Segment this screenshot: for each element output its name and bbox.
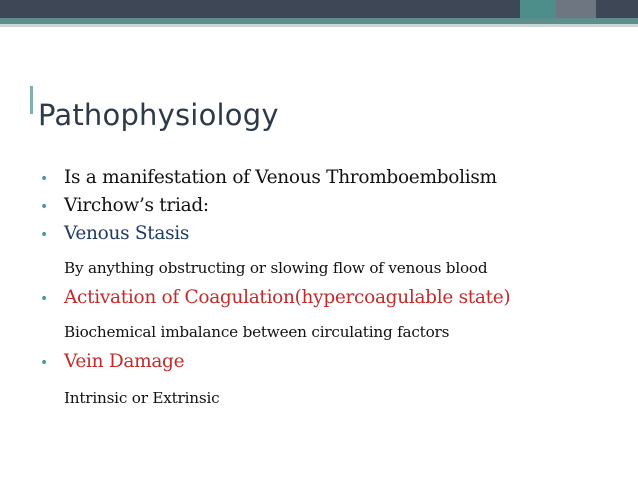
bullet-item-activation-coagulation [40, 284, 510, 312]
bullet-item-manifestation [40, 164, 497, 192]
bullet-dot-icon: • [40, 355, 49, 371]
top-band [0, 0, 638, 18]
bullet-subtext-venous-stasis: By anything obstructing or slowing flow of venous blood [64, 259, 488, 277]
bullet-text: Virchow’s triad: [64, 195, 209, 216]
bullet-text: Activation of Coagulation(hypercoagulable state) [64, 287, 511, 308]
title-accent-bar [30, 86, 33, 114]
bullet-item-venous-stasis [40, 220, 189, 248]
bullet-text: Venous Stasis [64, 223, 190, 244]
bullet-dot-icon: • [40, 291, 49, 307]
bullet-item-virchows-triad [40, 192, 209, 220]
bullet-subtext-vein-damage: Intrinsic or Extrinsic [64, 389, 220, 407]
top-band-accent-dark [596, 0, 638, 18]
top-band-accent-gray [556, 0, 596, 18]
top-band-accent-teal [520, 0, 556, 18]
bullet-dot-icon: • [40, 199, 49, 215]
bullet-item-vein-damage [40, 348, 184, 376]
bullet-subtext-activation-coagulation: Biochemical imbalance between circulating factors [64, 323, 450, 341]
bullet-text: Is a manifestation of Venous Thromboembolism [64, 167, 497, 188]
bullet-text: Vein Damage [64, 351, 185, 372]
top-band-light-line [0, 24, 638, 27]
bullet-dot-icon: • [40, 227, 49, 243]
slide-title: Pathophysiology [38, 98, 279, 132]
bullet-dot-icon: • [40, 171, 49, 187]
